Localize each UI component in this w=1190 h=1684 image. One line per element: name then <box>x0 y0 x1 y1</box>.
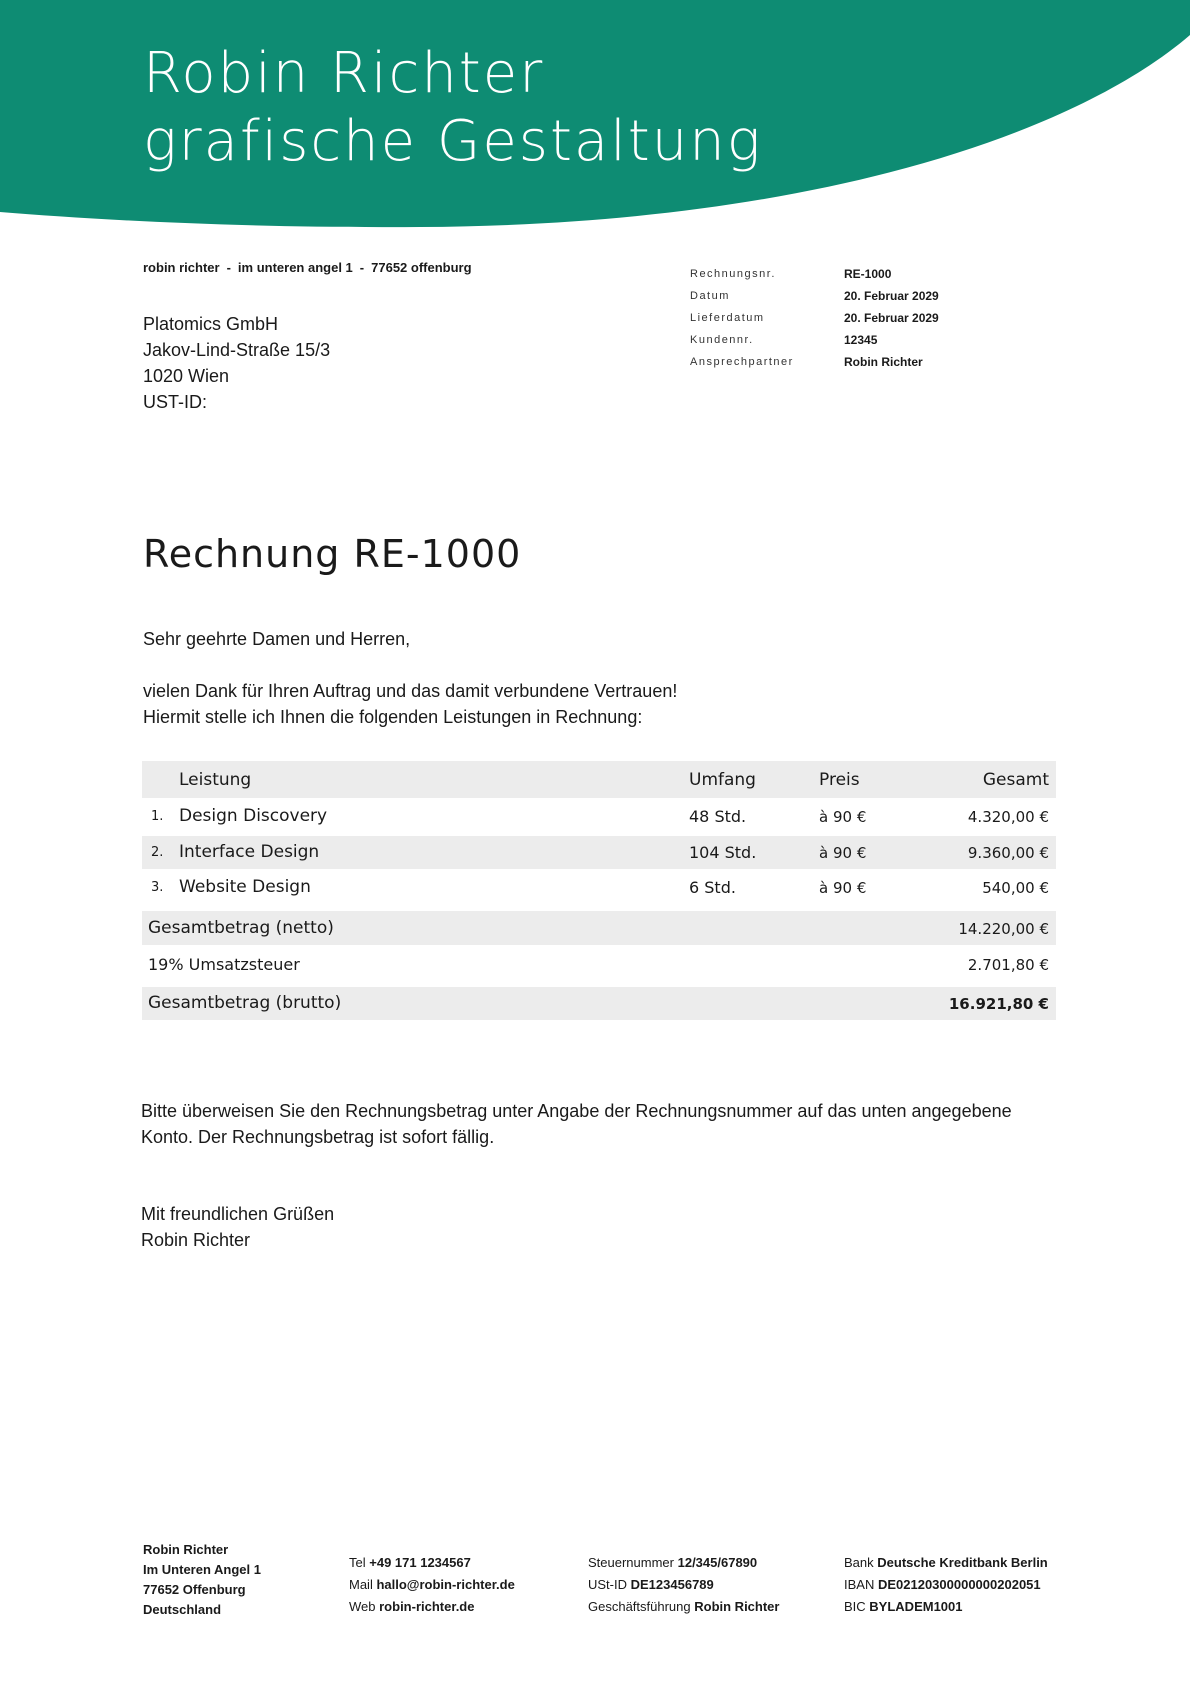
net-total-row: Gesamtbetrag (netto) 14.220,00 € <box>142 911 1056 945</box>
website-link[interactable]: robin-richter.de <box>379 1599 475 1614</box>
brand-name: Robin Richter <box>143 41 545 106</box>
invoice-meta <box>690 263 939 373</box>
sender-city: 77652 offenburg <box>371 260 472 275</box>
tax-row: 19% Umsatzsteuer 2.701,80 € <box>148 955 1049 974</box>
header-price: Preis <box>819 770 860 790</box>
table-row: 3. Website Design 6 Std. à 90 € 540,00 € <box>151 877 1049 897</box>
meta-delivery-date: Lieferdatum 20. Februar 2029 <box>690 311 939 325</box>
meta-contact: Ansprechpartner Robin Richter <box>690 355 923 369</box>
footer-address: Robin Richter Im Unteren Angel 1 77652 Offenburg Deutschland <box>143 1542 261 1617</box>
recipient-vat: UST-ID: <box>143 392 208 412</box>
greeting: Sehr geehrte Damen und Herren, <box>143 629 411 649</box>
invoice-table <box>142 761 1056 1020</box>
gross-total-row: Gesamtbetrag (brutto) 16.921,80 € <box>142 987 1056 1020</box>
invoice-title: Rechnung RE-1000 <box>143 532 522 576</box>
header-service: Leistung <box>179 770 252 790</box>
payment-note: Bitte überweisen Sie den Rechnungsbetrag unter Angabe der Rechnungsnummer auf das unten angegebene Konto. Der Rechnungsbetrag ist sofort fällig. <box>141 1101 1012 1147</box>
closing: Mit freundlichen Grüßen Robin Richter <box>141 1204 335 1250</box>
brand-logo <box>143 40 762 176</box>
recipient-address <box>143 311 330 415</box>
brand-tagline: grafische Gestaltung <box>143 109 763 174</box>
intro-text: vielen Dank für Ihren Auftrag und das damit verbundene Vertrauen! Hiermit stelle ich Ihnen die folgenden Leistungen in Rechnung: <box>143 681 678 727</box>
footer-tax-info: Steuernummer 12/345/67890 USt-ID DE123456789 Geschäftsführung Robin Richter <box>588 1555 780 1614</box>
sender-street: im unteren angel 1 <box>237 260 353 275</box>
header-total: Gesamt <box>982 770 1049 790</box>
footer-bank-info: Bank Deutsche Kreditbank Berlin IBAN DE02120300000000202051 BIC BYLADEM1001 <box>844 1555 1048 1614</box>
table-row: 2. Interface Design 104 Std. à 90 € 9.360,00 € <box>142 836 1056 869</box>
recipient-company: Platomics GmbH <box>143 314 279 334</box>
recipient-city: 1020 Wien <box>143 366 230 386</box>
phone-link[interactable]: +49 171 1234567 <box>369 1555 471 1570</box>
meta-customer-no: Kundennr. 12345 <box>690 333 878 347</box>
sender-address-line: robin richter - im unteren angel 1 - 77652 offenburg <box>143 260 472 275</box>
recipient-street: Jakov-Lind-Straße 15/3 <box>143 340 331 360</box>
meta-invoice-no: Rechnungsnr. RE-1000 <box>690 267 892 281</box>
sender-name: robin richter <box>143 260 220 275</box>
header-qty: Umfang <box>689 770 756 790</box>
footer-contact: Tel +49 171 1234567 Mail hallo@robin-richter.de Web robin-richter.de <box>349 1555 515 1614</box>
email-link[interactable]: hallo@robin-richter.de <box>376 1577 515 1592</box>
meta-date: Datum 20. Februar 2029 <box>690 289 939 303</box>
table-row: 1. Design Discovery 48 Std. à 90 € 4.320,00 € <box>151 806 1049 826</box>
table-header <box>142 761 1056 798</box>
